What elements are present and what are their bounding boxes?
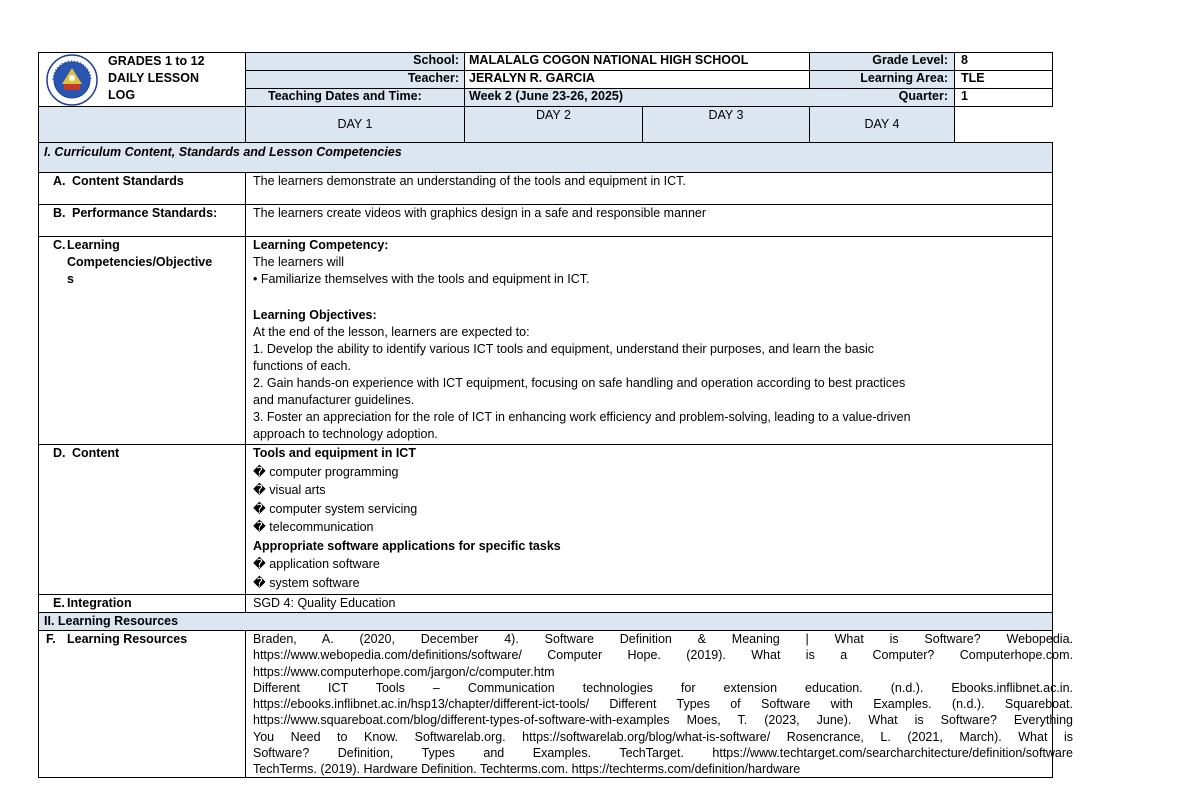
school-label: School:: [413, 53, 459, 67]
dll-title-line-2: DAILY LESSON: [108, 71, 199, 85]
content-standards-text: The learners demonstrate an understanding of the tools and equipment in ICT.: [253, 174, 686, 188]
content-standards-label: Content Standards: [72, 174, 184, 188]
area-label: Learning Area:: [860, 71, 948, 85]
competencies-letter: C.: [53, 238, 66, 252]
content-item: � telecommunication: [253, 520, 374, 534]
resources-label: Learning Resources: [67, 632, 188, 646]
section-2-heading: II. Learning Resources: [44, 614, 179, 628]
performance-standards-text: The learners create videos with graphics design in a safe and responsible manner: [253, 206, 707, 220]
integration-label: Integration: [67, 596, 132, 610]
teacher-label: Teacher:: [407, 71, 459, 85]
teacher-value: JERALYN R. GARCIA: [469, 71, 595, 85]
objective-line-5: and manufacturer guidelines.: [253, 393, 415, 407]
content-standards-letter: A.: [53, 174, 66, 188]
school-value: MALALALG COGON NATIONAL HIGH SCHOOL: [469, 53, 749, 67]
competencies-label-line-2: Competencies/Objective: [67, 255, 213, 269]
quarter-value-cell: [954, 88, 1053, 107]
resource-line: https://www.squareboat.com/blog/different-types-of-software-with-examples Moes, T. (2023, June). What is Software? Everything: [253, 713, 1073, 728]
resource-line: You Need to Know. Softwarelab.org. https://softwarelab.org/blog/what-is-software/ Rosencrance, L. (2021, March). What is: [253, 729, 1073, 744]
competency-line-2: • Familiarize themselves with the tools and equipment in ICT.: [253, 272, 590, 286]
section-1-heading: I. Curriculum Content, Standards and Lesson Competencies: [44, 145, 402, 159]
grade-label: Grade Level:: [872, 53, 948, 67]
resource-line: Braden, A. (2020, December 4). Software Definition & Meaning | What is Software? Webopedia.: [253, 632, 1073, 646]
content-item: � system software: [253, 576, 360, 590]
day-row-blank-cell: [38, 106, 246, 143]
competencies-label-line-1: Learning: [67, 238, 120, 252]
grade-value-cell: [954, 52, 1053, 71]
dll-title-line-1: GRADES 1 to 12: [108, 54, 205, 68]
resource-line: https://www.computerhope.com/jargon/c/computer.htm: [253, 664, 555, 679]
dates-label: Teaching Dates and Time:: [268, 89, 422, 103]
content-label: Content: [72, 446, 120, 460]
area-value: TLE: [961, 71, 985, 85]
day-1-label: DAY 1: [337, 117, 373, 131]
resources-label-cell: [38, 630, 246, 778]
resources-letter: F.: [46, 632, 56, 646]
content-label-cell: [38, 444, 246, 595]
resource-line: https://www.webopedia.com/definitions/software/ Computer Hope. (2019). What is a Computer? Computerhope.com.: [253, 648, 1073, 663]
resource-line: TechTerms. (2019). Hardware Definition. Techterms.com. https://techterms.com/definition/hardware: [253, 762, 801, 777]
competency-heading: Learning Competency:: [253, 238, 389, 252]
competency-line-1: The learners will: [253, 255, 345, 269]
content-item: � computer system servicing: [253, 502, 418, 516]
day-3-label: DAY 3: [708, 108, 744, 122]
objectives-heading: Learning Objectives:: [253, 308, 377, 322]
content-letter: D.: [53, 446, 66, 460]
integration-letter: E.: [53, 596, 65, 610]
quarter-value: 1: [961, 89, 968, 103]
resource-line: Software? Definition, Types and Examples. TechTarget. https://www.techtarget.com/searcharchitecture/definition/software: [253, 746, 1073, 761]
objective-line-6: 3. Foster an appreciation for the role of ICT in enhancing work efficiency and problem-solving, leading to a value-driven: [253, 410, 911, 424]
objective-line-1: At the end of the lesson, learners are expected to:: [253, 325, 530, 339]
competencies-label-line-3: s: [67, 272, 74, 286]
content-item: � visual arts: [253, 483, 326, 497]
resource-line: https://ebooks.inflibnet.ac.in/hsp13/chapter/different-ict-tools/ Different Types of Software with Examples. (n.d.). Squareboat.: [253, 697, 1073, 712]
day-4-label: DAY 4: [864, 117, 900, 131]
deped-seal-icon: [46, 54, 98, 106]
performance-standards-label: Performance Standards:: [72, 206, 218, 220]
content-heading-1: Tools and equipment in ICT: [253, 446, 416, 460]
section-2-row: [38, 612, 1053, 631]
integration-text: SGD 4: Quality Education: [253, 596, 396, 610]
content-item: � application software: [253, 557, 380, 571]
objective-line-4: 2. Gain hands-on experience with ICT equipment, focusing on safe handling and operation according to best practices: [253, 376, 906, 390]
dll-title-line-3: LOG: [108, 88, 136, 102]
objective-line-2: 1. Develop the ability to identify various ICT tools and equipment, understand their purposes, and learn the basic: [253, 342, 874, 356]
resources-text-block: [253, 631, 1073, 778]
objective-line-7: approach to technology adoption.: [253, 427, 438, 441]
content-heading-2: Appropriate software applications for specific tasks: [253, 539, 561, 553]
grade-value: 8: [961, 53, 968, 67]
dates-value: Week 2 (June 23-26, 2025): [469, 89, 624, 103]
objective-line-3: functions of each.: [253, 359, 351, 373]
performance-standards-letter: B.: [53, 206, 66, 220]
quarter-label: Quarter:: [898, 89, 948, 103]
content-item: � computer programming: [253, 465, 399, 479]
day-2-label: DAY 2: [536, 108, 571, 122]
resource-line: Different ICT Tools – Communication technologies for extension education. (n.d.). Ebooks.inflibnet.ac.in.: [253, 680, 1073, 695]
